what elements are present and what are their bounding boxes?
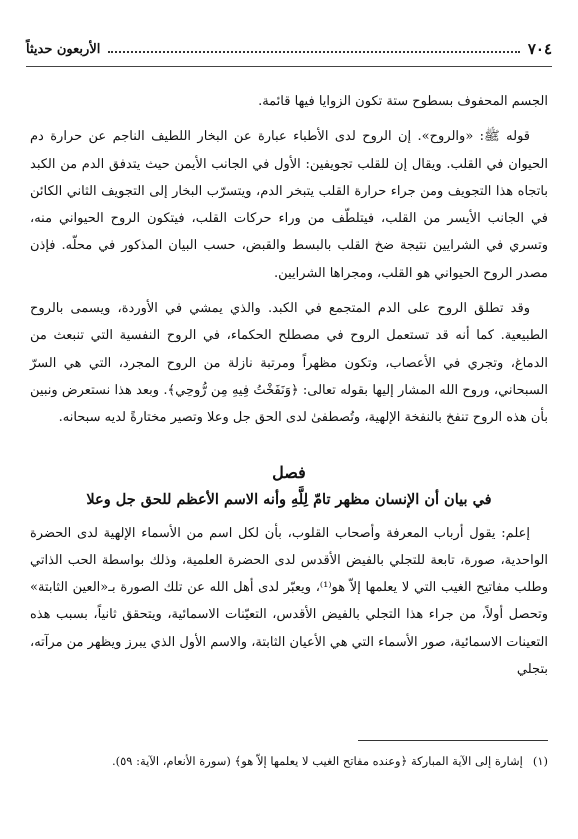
footnote-divider [358, 740, 548, 741]
paragraph-ruh-definition: قوله ﷺ: «والروح». إن الروح لدى الأطباء عبارة عن البخار اللطيف الناجم عن حرارة دم الحيوان في القلب. ويقال إن للقلب تجويفين: الأول في الجانب الأيمن حيث يتدفق الدم من الكبد باتجاه هذا التجويف ومن جراء حرارة القلب يتبخر الدم، ويتسرّب البخار إلى التجويف الثاني الكائن في الجانب الأيسر من القلب، فيتلطّف من وراء حركات القلب، فيتكون الروح الحيواني منه، وتسري في الشرايين نتيجة ضخ القلب بالبسط والقبض، حسب البيان المذكور في محلّه. فإذن مصدر الروح الحيواني هو القلب، ومجراها الشرايين. [30, 129, 548, 281]
paragraph-continuation: الجسم المحفوف بسطوح ستة تكون الزوايا فيها قائمة. [258, 94, 548, 109]
page-body [30, 88, 548, 683]
header-dot-leader [108, 51, 519, 53]
footnote [30, 752, 548, 770]
page-number: ٧٠٤ [527, 40, 552, 58]
footnote-text: إشارة إلى الآية المباركة ﴿وعنده مفاتح الغيب لا يعلمها إلاّ هو﴾ (سورة الأنعام، الآية: ٥٩). [111, 754, 523, 768]
footnote-marker: (١) [532, 754, 548, 768]
running-title: الأربعون حديثاً [26, 41, 101, 57]
running-header [26, 38, 552, 60]
paragraph-section-body: إعلم: يقول أرباب المعرفة وأصحاب القلوب، بأن لكل اسم من الأسماء الإلهية لدى الحضرة الواحدية، صورة، تابعة للتجلي بالفيض الأقدس لدى الحضرة العلمية، وذلك بواسطة الحب الذاتي وطلب مفاتيح الغيب التي لا يعلمها إلاّ هو⁽¹⁾، ويعبّر لدى أهل الله عن تلك الصورة بـ«العين الثابتة» وتحصل أولاً، من جراء هذا التجلي بالفيض الأقدس، التعيّنات الاسمائية، ويتحقق ثانياً، بسبب هذه التعينات الاسمائية، صور الأسماء التي هي الأعيان الثابتة، والاسم الأول الذي يبرز ويظهر من مرآته، بتجلي [30, 525, 548, 678]
header-divider [26, 66, 552, 67]
section-title: في بيان أن الإنسان مظهر تامّ لِلَّهِ وأنه الاسم الأعظم للحق جل وعلا [86, 490, 492, 508]
section-heading: فصل [272, 462, 306, 482]
paragraph-ruh-types: وقد تطلق الروح على الدم المتجمع في الكبد. والذي يمشي في الأوردة، ويسمى بالروح الطبيعية. كما أنه قد تستعمل الروح في مصطلح الحكماء، في الروح النفسية التي تنبعث من الدماغ، وتجري في الأعصاب، وتكون مظهراً ومرتبة نازلة من الروح المجرد، التي هي السرّ السبحاني، وروح الله المشار إليها بقوله تعالى: ﴿وَنَفَخْتُ فِيهِ مِن رُّوحِي﴾. وبعد هذا نستعرض ونبين بأن هذه الروح تنفخ بالنفخة الإلهية، وتُصطفىٰ لدى الحق جل وعلا وتصير مختارةً لديه سبحانه. [30, 301, 548, 426]
